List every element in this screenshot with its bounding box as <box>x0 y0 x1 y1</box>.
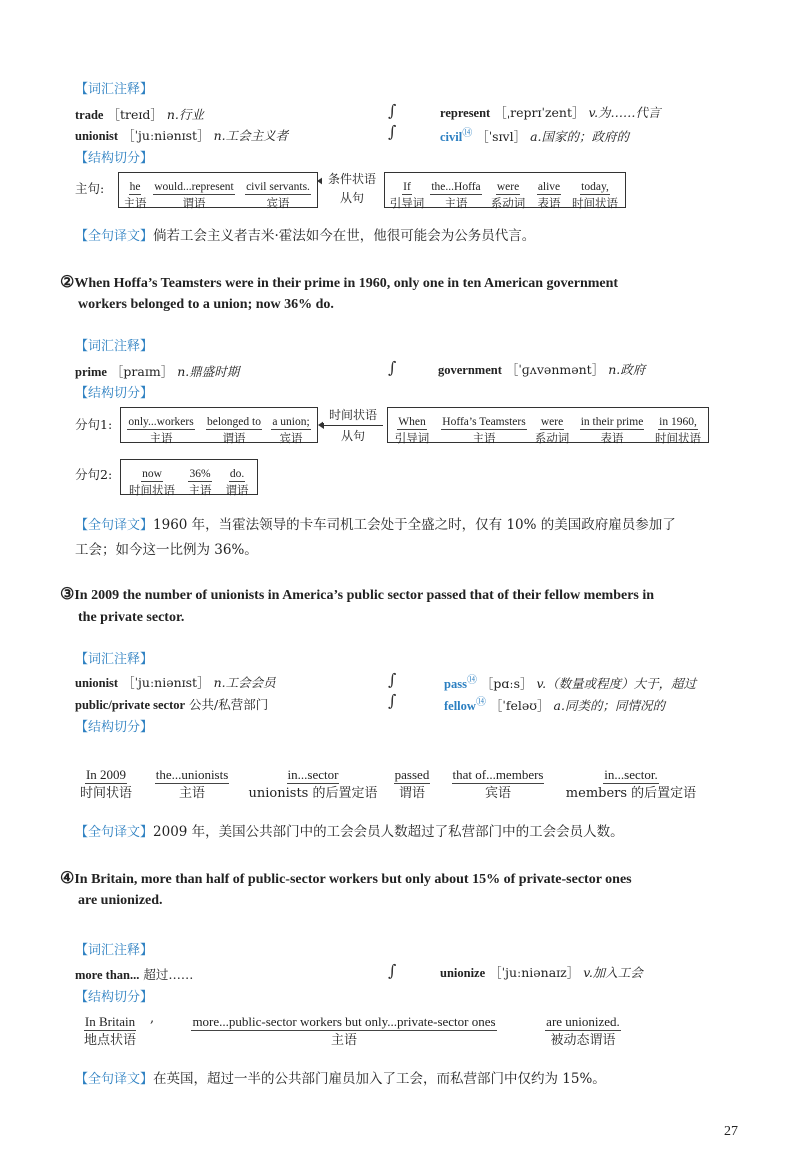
segment: passed 谓语 <box>394 767 430 801</box>
link-label: 条件状语 <box>322 171 382 187</box>
page-number: 27 <box>724 1124 738 1139</box>
vocab-header: 【词汇注释】 <box>75 339 154 354</box>
translation: 【全句译文】2009 年，美国公共部门中的工会会员人数超过了私营部门中的工会会员人数。 <box>75 824 624 840</box>
vocab-entry: unionist ［ˈjuːniənɪst］ n.工会主义者 <box>75 128 289 143</box>
translation: 工会；如今这一比例为 36%。 <box>75 542 258 558</box>
segment: alive 表语 <box>537 181 561 210</box>
translation: 【全句译文】1960 年，当霍法领导的卡车司机工会处于全盛之时，仅有 10% 的美国政府雇员参加了 <box>75 517 676 533</box>
segment: were 系动词 <box>534 416 570 445</box>
translation: 【全句译文】倘若工会主义者吉米·霍法如今在世，他很可能会为公务员代言。 <box>75 228 536 244</box>
clause2-label: 分句2: <box>75 467 113 482</box>
sentence-line: workers belonged to a union; now 36% do. <box>78 297 334 312</box>
clause2-box <box>120 459 258 495</box>
segment: that of...members 宾语 <box>452 767 544 801</box>
sentence-line: ④In Britain, more than half of public-sector workers but only about 15% of private-sector ones <box>60 870 632 887</box>
sentence-line: the private sector. <box>78 610 185 625</box>
structure-header: 【结构切分】 <box>75 386 154 401</box>
page: 【词汇注释】 trade ［treɪd］ n.行业 unionist ［ˈjuːniənɪst］ n.工会主义者 ∫ ∫ represent ［ˌreprɪˈzent］ v.为……代言 civil⑭ ［ˈsɪvl］ a.国家的；政府的 【结构切分】 主句: he 主语 would...represent 谓语 civil servants. 宾语 条件状语 从句 If 引导词 the...Hoffa 主语 were 系动词 alive 表语 today, 时间状语 【全句译文】倘若工会主义者吉米·霍法如今在世，他很可能会为公务员代言。 ②When Hoffa’s Teamsters were in their prime in 1960, only one in ten American government workers belonged to a union; now 36% do. 【词汇注释】 prime ［praɪm］ n.鼎盛时期 ∫ government ［ˈɡʌvənmənt］ n.政府 【结构切分】 分句1: only...workers 主语 belonged to 谓语 a union; 宾语 时间状语 从句 When 引导词 Hoffa’s Teamsters 主语 were 系动词 in their prime 表语 in 1960, 时间状语 分句2: now 时间状语 36% 主语 do. 谓语 【全句译文】1960 年，当霍法领导的卡车司机工会处于全盛之时，仅有 10% 的美国政府雇员参加了 工会；如今这一比例为 36%。 ③In 2009 the number of unionists in America’s public sector passed that of their fellow members in the private sector. 【词汇注释】 unionist ［ˈjuːniənɪst］ n.工会会员 public/private sector 公共/私营部门 ∫ ∫ pass⑭ ［pɑːs］ v.（数量或程度）大于，超过 fellow⑭ ［ˈfeləʊ］ a.同类的；同情况的 【结构切分】 In 2009 时间状语 the...unionists 主语 in...sector unionists 的后置定语 passed 谓语 that of...members 宾语 in...sector. members 的后置定语 【全句译文】2009 年，美国公共部门中的工会会员人数超过了私营部门中的工会会员人数。 ④In Britain, more than half of public-sector workers but only about 15% of private-sector ones are unionized. 【词汇注释】 more than... 超过…… ∫ unionize ［ˈjuːniənaɪz］ v.加入工会 【结构切分】 In Britain 地点状语 , more...public-sector workers but only...private-sector ones 主语 are unionized. 被动态谓语 【全句译文】在英国，超过一半的公共部门雇员加入了工会，而私营部门中仅约为 15%。 27 <box>0 0 800 1174</box>
vocab-entry: unionize ［ˈjuːniənaɪz］ v.加入工会 <box>440 965 643 980</box>
sub-clause-box <box>384 172 626 208</box>
segment: In Britain 地点状语 <box>83 1014 136 1048</box>
wavy-separator: ∫ <box>388 101 397 120</box>
main-clause-label: 主句: <box>75 181 105 196</box>
vocab-entry: more than... 超过…… <box>75 967 194 982</box>
sub-clause-box <box>387 407 709 443</box>
segment: If 引导词 <box>389 181 425 210</box>
segment: do. 谓语 <box>225 468 249 497</box>
sentence-line: ③In 2009 the number of unionists in America’s public sector passed that of their fellow members in <box>60 586 655 603</box>
wavy-separator: ∫ <box>388 358 397 377</box>
link-label: 从句 <box>339 191 364 205</box>
vocab-header: 【词汇注释】 <box>75 82 154 97</box>
segment: today, 时间状语 <box>572 181 618 210</box>
wavy-separator: ∫ <box>388 961 397 980</box>
wavy-separator: ∫ <box>388 691 397 710</box>
wavy-separator: ∫ <box>388 670 397 689</box>
segment: in...sector. members 的后置定语 <box>565 767 697 801</box>
structure-header: 【结构切分】 <box>75 151 154 166</box>
segment: in their prime 表语 <box>580 416 644 445</box>
structure-header: 【结构切分】 <box>75 720 154 735</box>
segment: civil servants. 宾语 <box>246 181 310 210</box>
main-clause-box <box>118 172 318 208</box>
structure-header: 【结构切分】 <box>75 990 154 1005</box>
vocab-header: 【词汇注释】 <box>75 652 154 667</box>
vocab-entry: civil⑭ ［ˈsɪvl］ a.国家的；政府的 <box>440 128 630 145</box>
segment: a union; 宾语 <box>272 416 310 445</box>
vocab-entry: government ［ˈɡʌvənmənt］ n.政府 <box>438 362 646 377</box>
segment: more...public-sector workers but only...private-sector ones 主语 <box>192 1014 496 1048</box>
segment: In 2009 时间状语 <box>79 767 132 801</box>
sentence-line: ②When Hoffa’s Teamsters were in their prime in 1960, only one in ten American government <box>60 274 619 291</box>
vocab-entry: unionist ［ˈjuːniənɪst］ n.工会会员 <box>75 675 276 690</box>
vocab-entry: represent ［ˌreprɪˈzent］ v.为……代言 <box>440 105 661 120</box>
vocab-header: 【词汇注释】 <box>75 943 154 958</box>
link-arrow <box>323 425 383 426</box>
segment: 36% 主语 <box>188 468 212 497</box>
segment: Hoffa’s Teamsters 主语 <box>442 416 526 445</box>
link-label: 从句 <box>340 429 365 443</box>
vocab-entry: fellow⑭ ［ˈfeləʊ］ a.同类的；同情况的 <box>444 697 665 714</box>
segment: in...sector unionists 的后置定语 <box>248 767 378 801</box>
segment: in 1960, 时间状语 <box>655 416 701 445</box>
clause1-label: 分句1: <box>75 417 113 432</box>
segment: would...represent 谓语 <box>154 181 234 210</box>
vocab-entry: public/private sector 公共/私营部门 <box>75 697 269 712</box>
segment: only...workers 主语 <box>128 416 194 445</box>
segment: are unionized. 被动态谓语 <box>546 1014 620 1048</box>
wavy-separator: ∫ <box>388 122 397 141</box>
link-label: 时间状语 <box>323 407 383 423</box>
translation: 【全句译文】在英国，超过一半的公共部门雇员加入了工会，而私营部门中仅约为 15%。 <box>75 1071 606 1087</box>
vocab-entry: prime ［praɪm］ n.鼎盛时期 <box>75 364 240 379</box>
segment: the...unionists 主语 <box>155 767 229 801</box>
segment: he 主语 <box>123 181 147 210</box>
sentence-line: are unionized. <box>78 893 163 908</box>
segment: were 系动词 <box>490 181 526 210</box>
segment: the...Hoffa 主语 <box>431 181 481 210</box>
clause1-box <box>120 407 318 443</box>
segment: now 时间状语 <box>129 468 175 497</box>
vocab-entry: pass⑭ ［pɑːs］ v.（数量或程度）大于，超过 <box>444 675 697 692</box>
segment: When 引导词 <box>394 416 430 445</box>
vocab-entry: trade ［treɪd］ n.行业 <box>75 107 204 122</box>
segment: belonged to 谓语 <box>207 416 261 445</box>
